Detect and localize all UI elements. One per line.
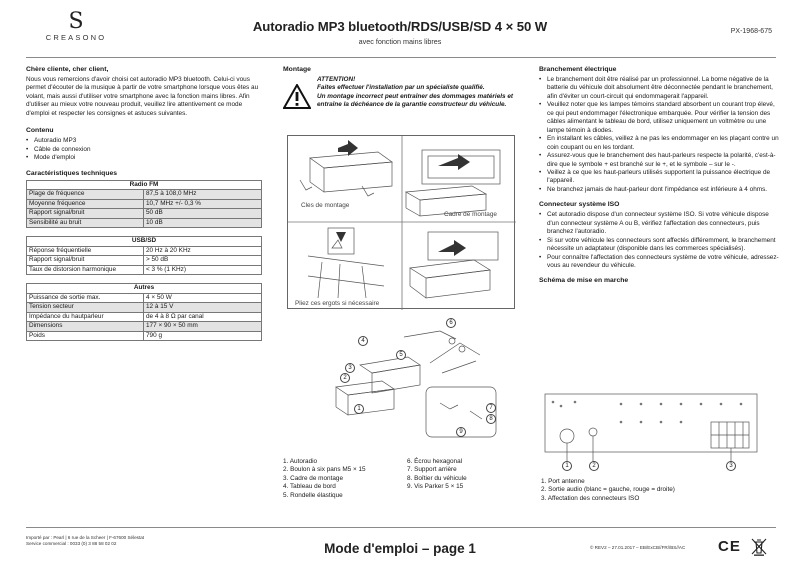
table-row: Réponse fréquentielle 20 Hz à 20 KHz xyxy=(27,246,262,256)
mounting-heading: Montage xyxy=(283,66,311,73)
brand-logo xyxy=(26,9,126,43)
list-item: • Pour connaître l'affectation des connecteurs système de votre véhicule, adressez-vous au revendeur du véhicule. xyxy=(539,254,779,271)
list-item: • Veillez à ce que les haut-parleurs utilisés supportent la puissance électrique de l'appareil. xyxy=(539,169,779,186)
electrical-heading: Branchement électrique xyxy=(539,66,617,73)
legend-item: 4. Tableau de bord xyxy=(283,483,336,491)
legend-item: 2. Sortie audio (blanc = gauche, rouge = droite) xyxy=(541,486,675,494)
table-row: Moyenne fréquence 10,7 MHz +/- 0,3 % xyxy=(27,199,262,209)
callout-number: 3 xyxy=(345,363,355,373)
service-text: Service commercial : 0033 (0) 3 88 58 02 02 xyxy=(26,540,117,546)
figure-label-keys: Cles de montage xyxy=(301,202,350,209)
callout-number: 8 xyxy=(486,414,496,424)
document-header xyxy=(220,18,580,47)
warning-block xyxy=(283,76,519,138)
figure-label-tabs: Pliez ces ergots si nécessaire xyxy=(295,300,380,307)
footer-page-title: Mode d'emploi – page 1 xyxy=(324,541,476,556)
header-divider xyxy=(26,57,776,58)
legend-item: 6. Écrou hexagonal xyxy=(407,458,463,465)
ce-mark: CE xyxy=(718,538,741,555)
callout-number: 1 xyxy=(354,404,364,414)
legend-item: 7. Support arrière xyxy=(407,466,457,474)
rear-panel-illustration xyxy=(541,392,763,472)
list-item: • Le branchement doit être réalisé par un professionnel. La borne négative de la batterie du véhicule doit absolument être déconnectée pendant le branchement, afin d'éviter un court-circuit qui endommagerait l'appareil. xyxy=(539,76,779,101)
callout-number: 1 xyxy=(562,461,572,471)
callout-number: 7 xyxy=(486,403,496,413)
table-row: Puissance de sortie max. 4 × 50 W xyxy=(27,293,262,303)
warning-text xyxy=(317,76,521,110)
callout-number: 2 xyxy=(340,373,350,383)
legend-item: 2. Boulon à six pans M5 × 15 xyxy=(283,466,366,474)
column-mounting xyxy=(283,66,519,138)
list-item: • Cet autoradio dispose d'un connecteur système ISO. Si votre véhicule dispose d'un connecteur système A ou B, vérifiez l'affectation des connecteurs, puis branchez l'autoradio. xyxy=(539,211,779,236)
legend-left xyxy=(283,458,403,500)
product-reference: PX-1968-675 xyxy=(730,28,772,35)
callout-number: 2 xyxy=(589,461,599,471)
document-title: Autoradio MP3 bluetooth/RDS/USB/SD 4 × 50 W xyxy=(252,19,548,34)
legend-item: 3. Cadre de montage xyxy=(283,474,344,482)
warning-line-1: Faites effectuer l'installation par un spécialiste qualifié. xyxy=(317,84,485,92)
table-row: Taux de distorsion harmonique < 3 % (1 KHz) xyxy=(27,265,262,275)
wiring-legend xyxy=(541,478,771,503)
legend-right xyxy=(407,458,519,492)
legend-item: 5. Rondelle élastique xyxy=(283,491,343,499)
column-intro xyxy=(26,66,262,349)
callout-number: 9 xyxy=(456,427,466,437)
wiring-diagram xyxy=(541,392,763,472)
specs-heading: Caractéristiques techniques xyxy=(26,169,118,177)
callout-number: 6 xyxy=(446,318,456,328)
table-heading: Autres xyxy=(27,284,262,294)
table-row: Rapport signal/bruit 50 dB xyxy=(27,209,262,219)
callout-number: 3 xyxy=(726,461,736,471)
legend-item: 9. Vis Parker 5 × 15 xyxy=(407,483,464,491)
footer-revision: © REV2 – 27.01.2017 – EB/ExCB//FR//BS//AC xyxy=(590,545,686,550)
wiring-heading: Schéma de mise en marche xyxy=(539,277,629,285)
table-row: Dimensions 177 × 90 × 50 mm xyxy=(27,322,262,332)
table-heading: Radio FM xyxy=(27,180,262,190)
attention-label: ATTENTION! xyxy=(317,75,356,83)
table-row: Poids 790 g xyxy=(27,331,262,341)
callout-number: 4 xyxy=(358,336,368,346)
spec-table-usb xyxy=(26,236,262,275)
list-item: • Ne branchez jamais de haut-parleur dont l'impédance est inférieure à 4 ohms. xyxy=(539,186,779,194)
brand-name: CREASONO xyxy=(45,33,107,42)
legend-item: 3. Affectation des connecteurs ISO xyxy=(541,494,640,502)
table-row: Impédance du hautparleur de 4 à 8 Ω par canal xyxy=(27,312,262,322)
electrical-list xyxy=(539,76,779,194)
greeting: Chère cliente, cher client, xyxy=(26,66,109,73)
callout-number: 5 xyxy=(396,350,406,360)
compliance-marks xyxy=(718,537,767,557)
table-row: Plage de fréquence 87,5 à 108,0 MHz xyxy=(27,190,262,200)
assembly-diagram xyxy=(330,313,510,453)
legend-item: 1. Port antenne xyxy=(541,478,585,485)
list-item: • En installant les câbles, veillez à ne pas les endommager en les plaçant contre un coin coupant ou en les tordant. xyxy=(539,135,779,152)
iso-heading: Connecteur système ISO xyxy=(539,201,620,209)
mounting-figure xyxy=(287,135,515,309)
list-item: • Assurez-vous que le branchement des haut-parleurs respecte la polarité, c'est-à-dire que le symbole + est branché sur le +, et le symbole – sur le -. xyxy=(539,152,779,169)
column-electrical xyxy=(539,66,779,287)
logo-letter: S xyxy=(68,9,84,34)
warning-line-2: Un montage incorrect peut entraîner des dommages matériels et entraîne la déchéance de la garantie constructeur du véhicule. xyxy=(317,92,514,109)
list-item: • Câble de connexion xyxy=(26,146,262,154)
legend-item: 8. Boîtier du véhicule xyxy=(407,474,467,482)
table-row: Sensibilité au bruit 10 dB xyxy=(27,218,262,228)
footer-address xyxy=(26,535,144,547)
footer-divider xyxy=(26,527,776,528)
list-item: • Mode d'emploi xyxy=(26,154,262,162)
mounting-illustration xyxy=(288,136,516,310)
spec-table-fm xyxy=(26,180,262,229)
table-row: Tension secteur 12 à 15 V xyxy=(27,303,262,313)
intro-paragraph: Nous vous remercions d'avoir choisi cet autoradio MP3 bluetooth. Celui-ci vous permet d'écouter de la musique à partir de votre smartphone lorsque vous êtes au volant, mais aussi d'utiliser votre smartphone avec la fonction mains libres. Afin d'utiliser au mieux votre nouveau produit, veuillez lire attentivement ce mode d'emploi et respecter les consignes et astuces suivantes. xyxy=(26,75,259,117)
warning-icon xyxy=(283,84,311,109)
importer-text: Importé par : Pearl | 6 rue de la Scheer | F-67600 Sélestat xyxy=(26,535,145,540)
list-item: • Autoradio MP3 xyxy=(26,137,262,145)
list-item: • Si sur votre véhicule les connecteurs sont affectés différemment, le branchement nécessite un adaptateur (disponible dans les commerces spécialisés). xyxy=(539,237,779,254)
weee-bin-icon xyxy=(751,538,767,556)
spec-table-other xyxy=(26,283,262,341)
contents-list xyxy=(26,137,262,162)
document-subtitle: avec fonction mains libres xyxy=(358,37,442,47)
list-item: • Veuillez noter que les lampes témoins standard absorbent un courant trop élevé, ce qui peut endommager l'électronique embarquée. Pour vérifier la tension des câbles alimentant le tableau de bord, utilisez uniquement un voltmètre ou une lampe témoin à diodes. xyxy=(539,101,779,135)
table-row: Rapport signal/bruit > 50 dB xyxy=(27,256,262,266)
legend-item: 1. Autoradio xyxy=(283,458,318,465)
assembly-illustration xyxy=(330,313,510,453)
iso-list xyxy=(539,211,779,270)
table-heading: USB/SD xyxy=(27,237,262,247)
contents-heading: Contenu xyxy=(26,127,54,135)
figure-label-frame: Cadre de montage xyxy=(444,211,497,218)
